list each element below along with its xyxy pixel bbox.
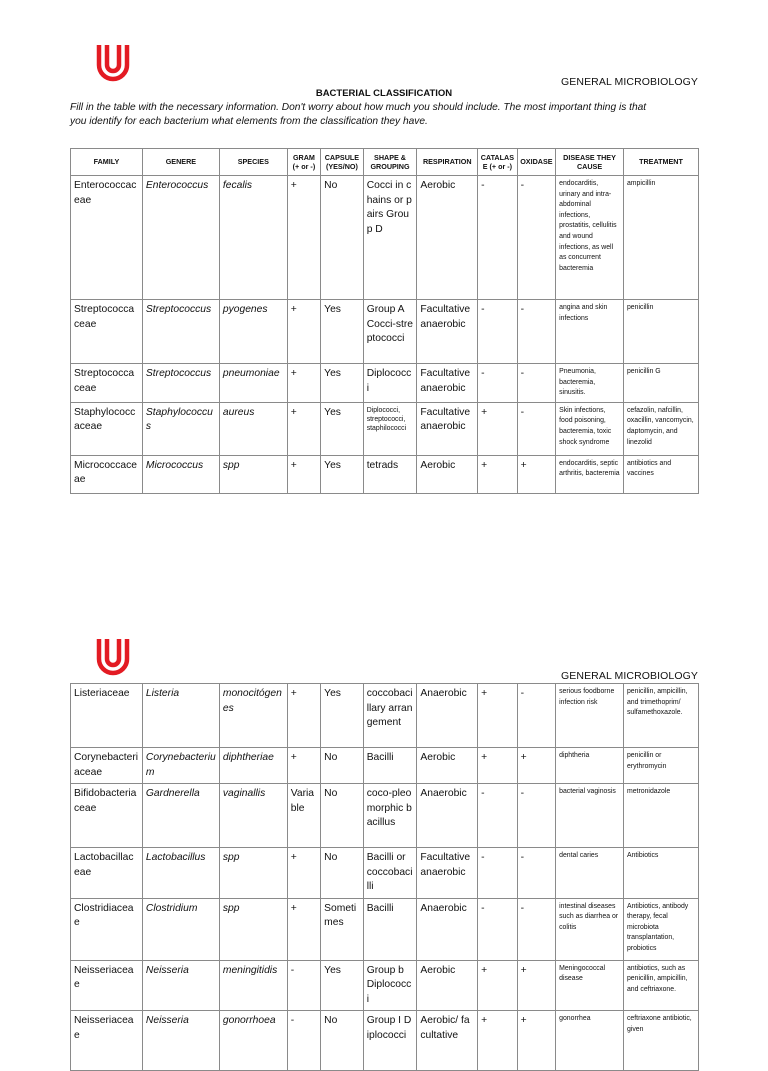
cell-oxidase: +: [517, 960, 555, 1011]
cell-respiration: Facultative anaerobic: [417, 402, 478, 455]
cell-catalase: +: [478, 402, 518, 455]
cell-treatment: antibiotics, such as penicillin, ampicillin, and ceftriaxone.: [623, 960, 698, 1011]
classification-table-continued: [70, 683, 699, 1071]
table-row: [71, 1011, 699, 1071]
cell-disease: intestinal diseases such as diarrhea or colitis: [556, 898, 624, 960]
cell-respiration: Facultative anaerobic: [417, 848, 478, 899]
column-header: RESPIRATION: [417, 149, 478, 176]
cell-treatment: ceftriaxone antibiotic, given: [623, 1011, 698, 1071]
table-row: [71, 364, 699, 403]
cell-respiration: Aerobic: [417, 748, 478, 784]
page-title: BACTERIAL CLASSIFICATION: [315, 88, 453, 99]
cell-shape: Group A Cocci-streptococci: [363, 300, 417, 364]
cell-treatment: penicillin or erythromycin: [623, 748, 698, 784]
cell-genus: Staphylococcus: [142, 402, 219, 455]
column-header: GENERE: [142, 149, 219, 176]
column-header: GRAM (+ or -): [287, 149, 320, 176]
table-row: [71, 300, 699, 364]
cell-family: Clostridiaceae: [71, 898, 143, 960]
cell-species: pneumoniae: [219, 364, 287, 403]
cell-capsule: Yes: [321, 684, 364, 748]
cell-oxidase: -: [517, 784, 555, 848]
cell-gram: +: [287, 748, 320, 784]
cell-genus: Micrococcus: [142, 455, 219, 493]
cell-oxidase: +: [517, 455, 555, 493]
cell-shape: coco-pleomorphic bacillus: [363, 784, 417, 848]
cell-shape: tetrads: [363, 455, 417, 493]
cell-species: spp: [219, 848, 287, 899]
cell-family: Streptococcaceae: [71, 300, 143, 364]
cell-family: Staphylococcaceae: [71, 402, 143, 455]
table-row: [71, 402, 699, 455]
cell-treatment: antibiotics and vaccines: [623, 455, 698, 493]
cell-family: Neisseriaceae: [71, 1011, 143, 1071]
cell-respiration: Facultative anaerobic: [417, 300, 478, 364]
table-row: [71, 455, 699, 493]
cell-shape: Bacilli or coccobacilli: [363, 848, 417, 899]
cell-family: Enterococcaceae: [71, 176, 143, 300]
cell-oxidase: -: [517, 898, 555, 960]
cell-oxidase: -: [517, 300, 555, 364]
cell-family: Streptococcaceae: [71, 364, 143, 403]
table-row: [71, 848, 699, 899]
cell-species: spp: [219, 455, 287, 493]
classification-table: [70, 148, 699, 494]
table-row: [71, 784, 699, 848]
instructions-line: Fill in the table with the necessary information. Don't worry about how much you should include. The most important thing is that: [70, 102, 647, 113]
cell-disease: diphtheria: [556, 748, 624, 784]
cell-capsule: No: [321, 1011, 364, 1071]
cell-species: monocitógenes: [219, 684, 287, 748]
cell-family: Lactobacillaceae: [71, 848, 143, 899]
cell-capsule: Yes: [321, 455, 364, 493]
cell-oxidase: +: [517, 748, 555, 784]
cell-disease: serious foodborne infection risk: [556, 684, 624, 748]
cell-treatment: cefazolin, nafcillin, oxacillin, vancomycin, daptomycin, and linezolid: [623, 402, 698, 455]
header-subject: GENERAL MICROBIOLOGY: [561, 76, 698, 88]
cell-family: Micrococcaceae: [71, 455, 143, 493]
table-row: [71, 176, 699, 300]
instructions-line: you identify for each bacterium what elements from the classification they have.: [70, 116, 428, 127]
cell-genus: Streptococcus: [142, 364, 219, 403]
column-header: OXIDASE: [517, 149, 555, 176]
header-row: [71, 149, 699, 176]
cell-gram: +: [287, 402, 320, 455]
column-header: CAPSULE (YES/NO): [321, 149, 364, 176]
cell-disease: endocarditis, septic arthritis, bacteremia: [556, 455, 624, 493]
cell-genus: Neisseria: [142, 960, 219, 1011]
cell-shape: coccobacillary arrangement: [363, 684, 417, 748]
cell-treatment: penicillin G: [623, 364, 698, 403]
cell-disease: Meningococcal disease: [556, 960, 624, 1011]
cell-catalase: +: [478, 455, 518, 493]
cell-gram: +: [287, 898, 320, 960]
cell-disease: angina and skin infections: [556, 300, 624, 364]
cell-capsule: Yes: [321, 960, 364, 1011]
column-header: DISEASE THEY CAUSE: [556, 149, 624, 176]
instructions: [70, 101, 710, 129]
cell-genus: Enterococcus: [142, 176, 219, 300]
cell-gram: Variable: [287, 784, 320, 848]
cell-shape: Diplococci: [363, 364, 417, 403]
cell-species: vaginallis: [219, 784, 287, 848]
cell-family: Neisseriaceae: [71, 960, 143, 1011]
cell-species: fecalis: [219, 176, 287, 300]
cell-catalase: -: [478, 364, 518, 403]
cell-genus: Lactobacillus: [142, 848, 219, 899]
cell-genus: Neisseria: [142, 1011, 219, 1071]
cell-disease: Skin infections, food poisoning, bacteremia, toxic shock syndrome: [556, 402, 624, 455]
cell-shape: Cocci in chains or pairs Group D: [363, 176, 417, 300]
cell-respiration: Facultative anaerobic: [417, 364, 478, 403]
cell-respiration: Anaerobic: [417, 784, 478, 848]
cell-species: spp: [219, 898, 287, 960]
cell-treatment: ampicillin: [623, 176, 698, 300]
university-logo: [96, 636, 130, 676]
cell-treatment: Antibiotics: [623, 848, 698, 899]
cell-catalase: +: [478, 684, 518, 748]
cell-species: pyogenes: [219, 300, 287, 364]
cell-disease: endocarditis, urinary and intra-abdominal infections, prostatitis, cellulitis and wound infections, as well as concurrent bacteremia: [556, 176, 624, 300]
column-header: FAMILY: [71, 149, 143, 176]
cell-disease: Pneumonia, bacteremia, sinusitis.: [556, 364, 624, 403]
table-row: [71, 960, 699, 1011]
header-subject: GENERAL MICROBIOLOGY: [561, 670, 698, 682]
column-header: SHAPE & GROUPING: [363, 149, 417, 176]
cell-gram: -: [287, 960, 320, 1011]
table-row: [71, 684, 699, 748]
cell-catalase: -: [478, 300, 518, 364]
cell-gram: +: [287, 684, 320, 748]
cell-oxidase: +: [517, 1011, 555, 1071]
cell-genus: Gardnerella: [142, 784, 219, 848]
table-row: [71, 748, 699, 784]
cell-genus: Listeria: [142, 684, 219, 748]
cell-catalase: +: [478, 1011, 518, 1071]
cell-oxidase: -: [517, 684, 555, 748]
cell-shape: Bacilli: [363, 898, 417, 960]
column-header: CATALAS E (+ or -): [478, 149, 518, 176]
cell-disease: gonorrhea: [556, 1011, 624, 1071]
cell-capsule: No: [321, 176, 364, 300]
cell-disease: bacterial vaginosis: [556, 784, 624, 848]
cell-respiration: Aerobic/ facultative: [417, 1011, 478, 1071]
cell-catalase: +: [478, 960, 518, 1011]
cell-treatment: Antibiotics, antibody therapy, fecal microbiota transplantation, probiotics: [623, 898, 698, 960]
cell-catalase: -: [478, 784, 518, 848]
cell-treatment: penicillin, ampicillin, and trimethoprim/ sulfamethoxazole.: [623, 684, 698, 748]
cell-respiration: Aerobic: [417, 960, 478, 1011]
cell-disease: dental caries: [556, 848, 624, 899]
cell-genus: Corynebacterium: [142, 748, 219, 784]
cell-gram: +: [287, 300, 320, 364]
cell-species: diphtheriae: [219, 748, 287, 784]
cell-capsule: No: [321, 784, 364, 848]
cell-genus: Streptococcus: [142, 300, 219, 364]
cell-oxidase: -: [517, 176, 555, 300]
cell-respiration: Aerobic: [417, 176, 478, 300]
cell-capsule: No: [321, 848, 364, 899]
cell-respiration: Aerobic: [417, 455, 478, 493]
cell-respiration: Anaerobic: [417, 898, 478, 960]
cell-catalase: -: [478, 898, 518, 960]
cell-capsule: Yes: [321, 300, 364, 364]
column-header: SPECIES: [219, 149, 287, 176]
cell-shape: Diplococci, streptococci, staphilococci: [363, 402, 417, 455]
cell-gram: +: [287, 455, 320, 493]
cell-oxidase: -: [517, 402, 555, 455]
cell-respiration: Anaerobic: [417, 684, 478, 748]
cell-shape: Group I Diplococci: [363, 1011, 417, 1071]
cell-species: gonorrhoea: [219, 1011, 287, 1071]
cell-species: aureus: [219, 402, 287, 455]
column-header: TREATMENT: [623, 149, 698, 176]
cell-gram: +: [287, 364, 320, 403]
cell-gram: +: [287, 176, 320, 300]
cell-family: Bifidobacteriaceae: [71, 784, 143, 848]
cell-genus: Clostridium: [142, 898, 219, 960]
table-row: [71, 898, 699, 960]
cell-family: Corynebacteriaceae: [71, 748, 143, 784]
cell-gram: -: [287, 1011, 320, 1071]
university-logo: [96, 42, 130, 82]
cell-shape: Bacilli: [363, 748, 417, 784]
cell-catalase: +: [478, 748, 518, 784]
cell-capsule: No: [321, 748, 364, 784]
cell-family: Listeriaceae: [71, 684, 143, 748]
cell-gram: +: [287, 848, 320, 899]
cell-capsule: Sometimes: [321, 898, 364, 960]
cell-shape: Group b Diplococci: [363, 960, 417, 1011]
cell-species: meningitidis: [219, 960, 287, 1011]
cell-oxidase: -: [517, 848, 555, 899]
cell-treatment: penicillin: [623, 300, 698, 364]
cell-capsule: Yes: [321, 364, 364, 403]
cell-catalase: -: [478, 848, 518, 899]
cell-catalase: -: [478, 176, 518, 300]
cell-oxidase: -: [517, 364, 555, 403]
cell-capsule: Yes: [321, 402, 364, 455]
cell-treatment: metronidazole: [623, 784, 698, 848]
